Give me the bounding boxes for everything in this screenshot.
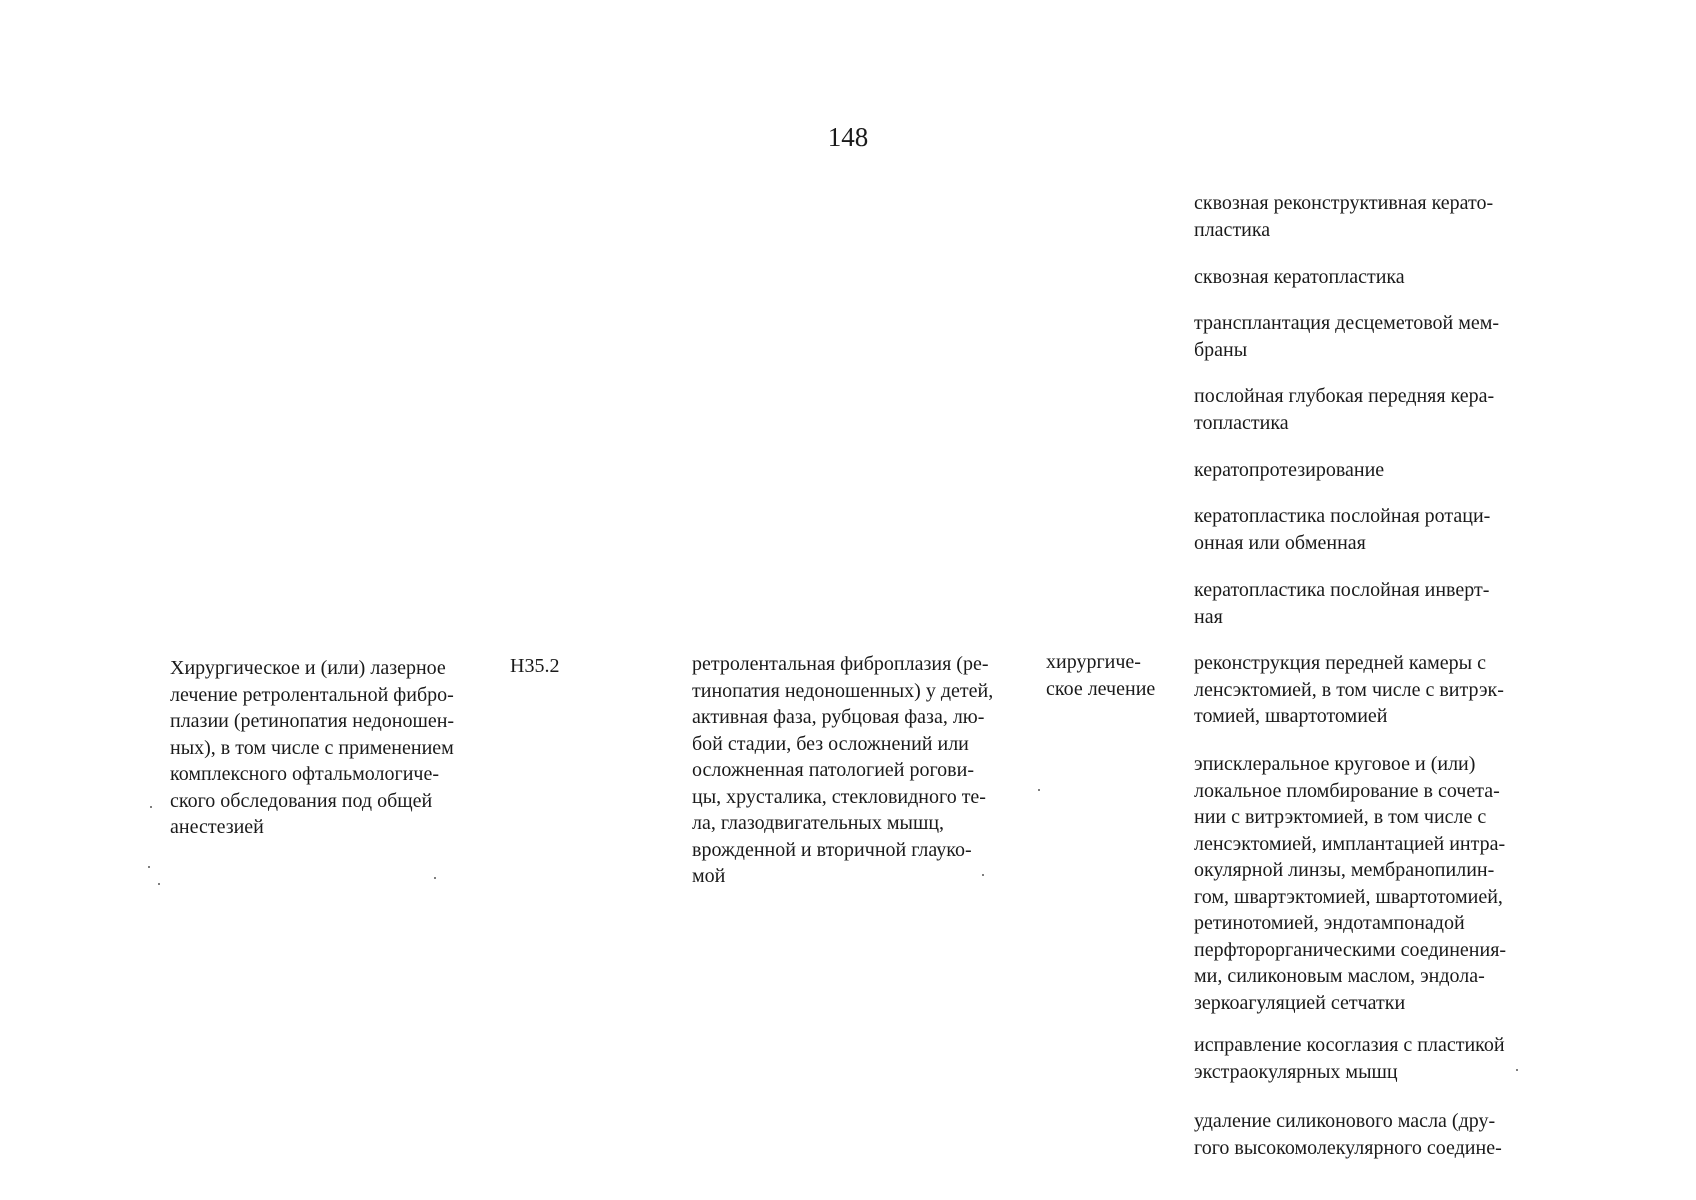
method-line: зеркоагуляцией сетчатки bbox=[1194, 991, 1406, 1014]
patient-model-line: цы, хрусталика, стекловидного те- bbox=[692, 785, 986, 808]
patient-model-line: мой bbox=[692, 865, 726, 887]
method-line: реконструкция передней камеры с bbox=[1194, 652, 1486, 674]
method-line: кератопластика послойная ротаци- bbox=[1194, 505, 1491, 527]
scan-speck bbox=[982, 874, 984, 876]
method-line: онная или обменная bbox=[1194, 531, 1366, 554]
scan-speck bbox=[434, 877, 436, 879]
method-line: эписклеральное круговое и (или) bbox=[1194, 753, 1476, 775]
method-line: гого высокомолекулярного соедине- bbox=[1194, 1136, 1502, 1159]
procedure-name-line: ных), в том числе с применением bbox=[170, 736, 454, 759]
procedure-name bbox=[170, 655, 454, 841]
scan-speck bbox=[150, 806, 152, 808]
scan-speck bbox=[148, 866, 150, 868]
icd-code: H35.2 bbox=[510, 655, 560, 677]
method-item bbox=[1194, 751, 1506, 1016]
patient-model-line: ретролентальная фиброплазия (ре- bbox=[692, 653, 989, 675]
treatment-type bbox=[1046, 649, 1155, 702]
patient-model-line: активная фаза, рубцовая фаза, лю- bbox=[692, 706, 985, 728]
method-line: удаление силиконового масла (дру- bbox=[1194, 1110, 1496, 1132]
method-line: послойная глубокая передняя кера- bbox=[1194, 385, 1495, 407]
patient-model-line: ла, глазодвигательных мышц, bbox=[692, 812, 945, 834]
method-line: пластика bbox=[1194, 218, 1271, 241]
method-line: браны bbox=[1194, 338, 1248, 361]
method-line: ная bbox=[1194, 605, 1223, 628]
method-item bbox=[1194, 264, 1405, 291]
procedure-name-line: плазии (ретинопатия недоношен- bbox=[170, 710, 455, 732]
patient-model-line: тинопатия недоношенных) у детей, bbox=[692, 679, 994, 702]
method-line: сквозная кератопластика bbox=[1194, 266, 1405, 288]
method-line: нии с витрэктомией, в том числе с bbox=[1194, 806, 1487, 828]
treatment-type-line: хирургиче- bbox=[1046, 651, 1141, 673]
treatment-type-line: ское лечение bbox=[1046, 677, 1156, 700]
method-line: ленсэктомией, имплантацией интра- bbox=[1194, 832, 1506, 855]
method-line: сквозная реконструктивная керато- bbox=[1194, 192, 1494, 214]
procedure-name-line: анестезией bbox=[170, 816, 264, 838]
method-item bbox=[1194, 577, 1489, 630]
procedure-name-line: Хирургическое и (или) лазерное bbox=[170, 657, 446, 679]
method-line: кератопластика послойная инверт- bbox=[1194, 579, 1490, 601]
method-line: исправление косоглазия с пластикой bbox=[1194, 1034, 1505, 1056]
scan-speck bbox=[158, 883, 160, 885]
method-item bbox=[1194, 1108, 1502, 1161]
procedure-name-line: комплексного офтальмологиче- bbox=[170, 763, 440, 785]
method-line: ретинотомией, эндотампонадой bbox=[1194, 912, 1465, 934]
patient-model-line: осложненная патологией рогови- bbox=[692, 759, 974, 781]
method-item bbox=[1194, 1032, 1505, 1085]
procedure-name-line: лечение ретролентальной фибро- bbox=[170, 683, 454, 706]
method-line: перфторорганическими соединения- bbox=[1194, 938, 1507, 961]
method-line: гом, швартэктомией, швартотомией, bbox=[1194, 885, 1503, 908]
method-line: окулярной линзы, мембранопилин- bbox=[1194, 859, 1495, 881]
page-number: 148 bbox=[827, 122, 869, 152]
patient-model-line: бой стадии, без осложнений или bbox=[692, 732, 969, 755]
patient-model-line: врожденной и вторичной глауко- bbox=[692, 838, 972, 861]
method-line: локальное пломбирование в сочета- bbox=[1194, 779, 1500, 802]
method-item bbox=[1194, 650, 1504, 730]
treatment-methods bbox=[1194, 0, 1594, 1200]
method-line: топластика bbox=[1194, 411, 1289, 434]
method-item bbox=[1194, 503, 1490, 556]
method-line: кератопротезирование bbox=[1194, 459, 1385, 481]
method-line: ми, силиконовым маслом, эндола- bbox=[1194, 965, 1485, 987]
method-item bbox=[1194, 310, 1499, 363]
method-line: трансплантация десцеметовой мем- bbox=[1194, 312, 1500, 334]
patient-model bbox=[692, 651, 993, 890]
method-item bbox=[1194, 190, 1493, 243]
scan-speck bbox=[1038, 789, 1040, 791]
method-item bbox=[1194, 383, 1494, 436]
method-line: томией, швартотомией bbox=[1194, 705, 1388, 727]
scan-speck bbox=[1516, 1069, 1518, 1071]
procedure-name-line: ского обследования под общей bbox=[170, 789, 433, 812]
method-line: ленсэктомией, в том числе с витрэк- bbox=[1194, 678, 1504, 701]
method-item bbox=[1194, 457, 1384, 484]
method-line: экстраокулярных мышц bbox=[1194, 1060, 1398, 1083]
